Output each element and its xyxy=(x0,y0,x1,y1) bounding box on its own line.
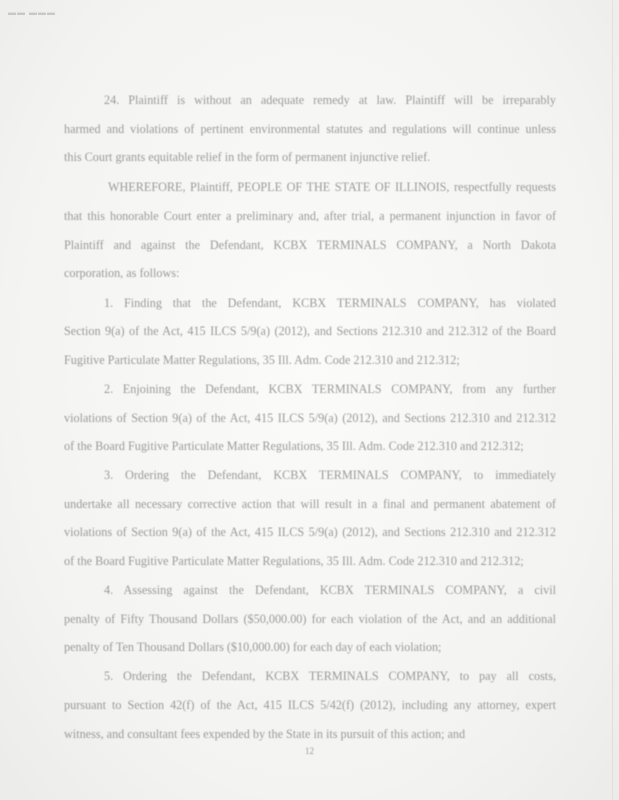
paragraph-24-line-3: this Court grants equitable relief in the form of permanent injunctive relief. xyxy=(64,150,431,164)
item-1-line-2: Section 9(a) of the Act, 415 ILCS 5/9(a) (2012), and Sections 212.310 and 212.312 of the Board xyxy=(64,324,556,338)
item-4-line-1: 4. Assessing against the Defendant, KCBX TERMINALS COMPANY, a civil xyxy=(104,583,556,597)
page-edge-shadow xyxy=(612,0,613,800)
item-4-line-3: penalty of Ten Thousand Dollars ($10,000.00) for each day of each violation; xyxy=(64,640,442,654)
item-5-line-3: witness, and consultant fees expended by the State in its pursuit of this action; and xyxy=(64,727,466,741)
scan-header-mark: ▬▬ ▬▬▬ xyxy=(8,8,56,17)
item-3-line-2: undertake all necessary corrective action that will result in a final and permanent abatement of xyxy=(64,497,556,511)
item-5-line-1: 5. Ordering the Defendant, KCBX TERMINALS COMPANY, to pay all costs, xyxy=(104,669,556,683)
item-2-line-2: violations of Section 9(a) of the Act, 415 ILCS 5/9(a) (2012), and Sections 212.310 and 212.312 xyxy=(64,411,556,425)
item-5-line-2: pursuant to Section 42(f) of the Act, 415 ILCS 5/42(f) (2012), including any attorney, expert xyxy=(64,698,556,712)
item-1-line-1: 1. Finding that the Defendant, KCBX TERMINALS COMPANY, has violated xyxy=(104,296,556,310)
item-1-line-3: Fugitive Particulate Matter Regulations, 35 Ill. Adm. Code 212.310 and 212.312; xyxy=(64,353,460,367)
item-3-line-4: of the Board Fugitive Particulate Matter Regulations, 35 Ill. Adm. Code 212.310 and 212.312; xyxy=(64,554,524,568)
prayer-line-3: Plaintiff and against the Defendant, KCBX TERMINALS COMPANY, a North Dakota xyxy=(64,238,556,252)
item-4-line-2: penalty of Fifty Thousand Dollars ($50,000.00) for each violation of the Act, and an additional xyxy=(64,612,556,626)
prayer-line-4: corporation, as follows: xyxy=(64,266,180,280)
prayer-line-1: WHEREFORE, Plaintiff, PEOPLE OF THE STATE OF ILLINOIS, respectfully requests xyxy=(108,180,556,194)
prayer-line-2: that this honorable Court enter a preliminary and, after trial, a permanent injunction in favor of xyxy=(64,209,556,223)
item-2-line-3: of the Board Fugitive Particulate Matter Regulations, 35 Ill. Adm. Code 212.310 and 212.312; xyxy=(64,439,524,453)
page-number: 12 xyxy=(305,746,314,756)
paragraph-24-line-1: 24. Plaintiff is without an adequate remedy at law. Plaintiff will be irreparably xyxy=(104,93,556,107)
item-3-line-1: 3. Ordering the Defendant, KCBX TERMINALS COMPANY, to immediately xyxy=(104,468,556,482)
item-3-line-3: violations of Section 9(a) of the Act, 415 ILCS 5/9(a) (2012), and Sections 212.310 and 212.312 xyxy=(64,525,556,539)
item-2-line-1: 2. Enjoining the Defendant, KCBX TERMINALS COMPANY, from any further xyxy=(104,382,556,396)
paragraph-24-line-2: harmed and violations of pertinent environmental statutes and regulations will continue unless xyxy=(64,122,556,136)
